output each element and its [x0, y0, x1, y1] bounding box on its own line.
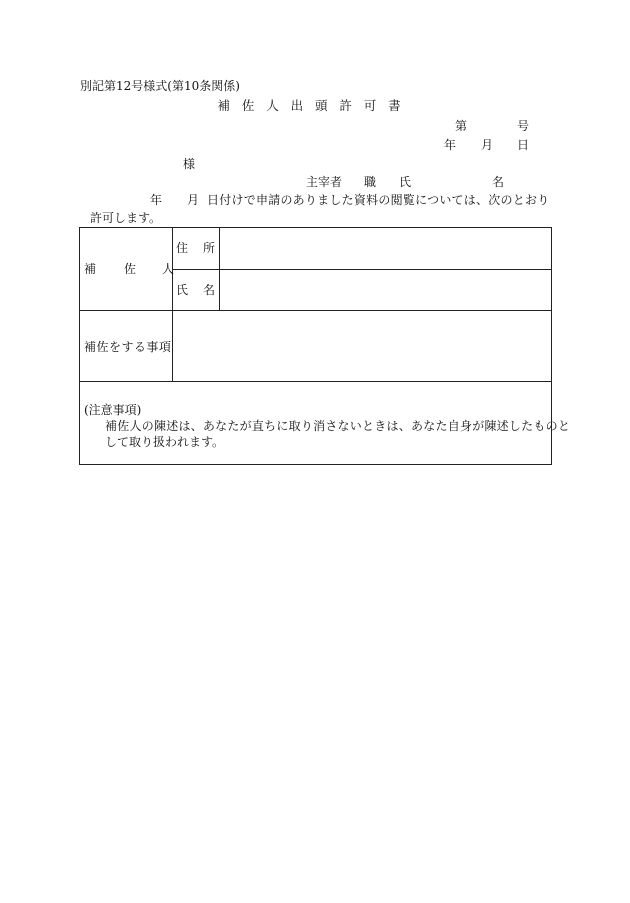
body-year: 年 [150, 193, 163, 207]
assistant-label-char-1: 補 [84, 262, 97, 276]
issuer-line [306, 176, 504, 190]
issuer-position-label: 職 [364, 175, 377, 189]
row-divider-hosa-matters [80, 310, 551, 311]
issuer-label: 主宰者 [306, 175, 343, 189]
document-number-suffix: 号 [516, 119, 529, 133]
form-number: 別記第12号様式(第10条関係) [80, 79, 240, 93]
name-label-char-2: 名 [203, 283, 216, 297]
matters-label: 補佐をする事項 [84, 340, 172, 354]
notes-title: (注意事項) [84, 403, 142, 417]
sublabel-column-divider [219, 228, 220, 310]
body-text-line-2: 許可します。 [90, 211, 162, 225]
issue-date-year: 年 [444, 138, 457, 152]
row-divider-address-name [172, 269, 551, 270]
permit-form-table [79, 227, 571, 465]
document-number-prefix: 第 [455, 119, 468, 133]
body-month: 月 [187, 193, 200, 207]
issue-date-day: 日 [516, 138, 529, 152]
body-text-rest: 日付けで申請のありました資料の閲覧については、次のとおり [207, 193, 550, 207]
issue-date-month: 月 [481, 138, 494, 152]
address-label-char-2: 所 [203, 241, 216, 255]
assistant-label-char-2: 佐 [124, 262, 137, 276]
row-divider-matters-notes [80, 381, 551, 382]
address-label-char-1: 住 [176, 241, 189, 255]
issuer-name-label-2: 名 [492, 175, 505, 189]
name-label-char-1: 氏 [176, 283, 189, 297]
body-text-line-1 [150, 194, 552, 208]
document-title: 補佐人出頭許可書 [217, 98, 413, 113]
assistant-label-char-3: 人 [162, 262, 175, 276]
notes-text-line-1: 補佐人の陳述は、あなたが直ちに取り消さないときは、あなた自身が陳述したものと [105, 419, 571, 433]
issuer-name-label-1: 氏 [399, 175, 412, 189]
label-column-divider [172, 228, 173, 381]
notes-text-line-2: して取り扱われます。 [105, 435, 225, 449]
addressee-honorific: 様 [183, 157, 196, 171]
